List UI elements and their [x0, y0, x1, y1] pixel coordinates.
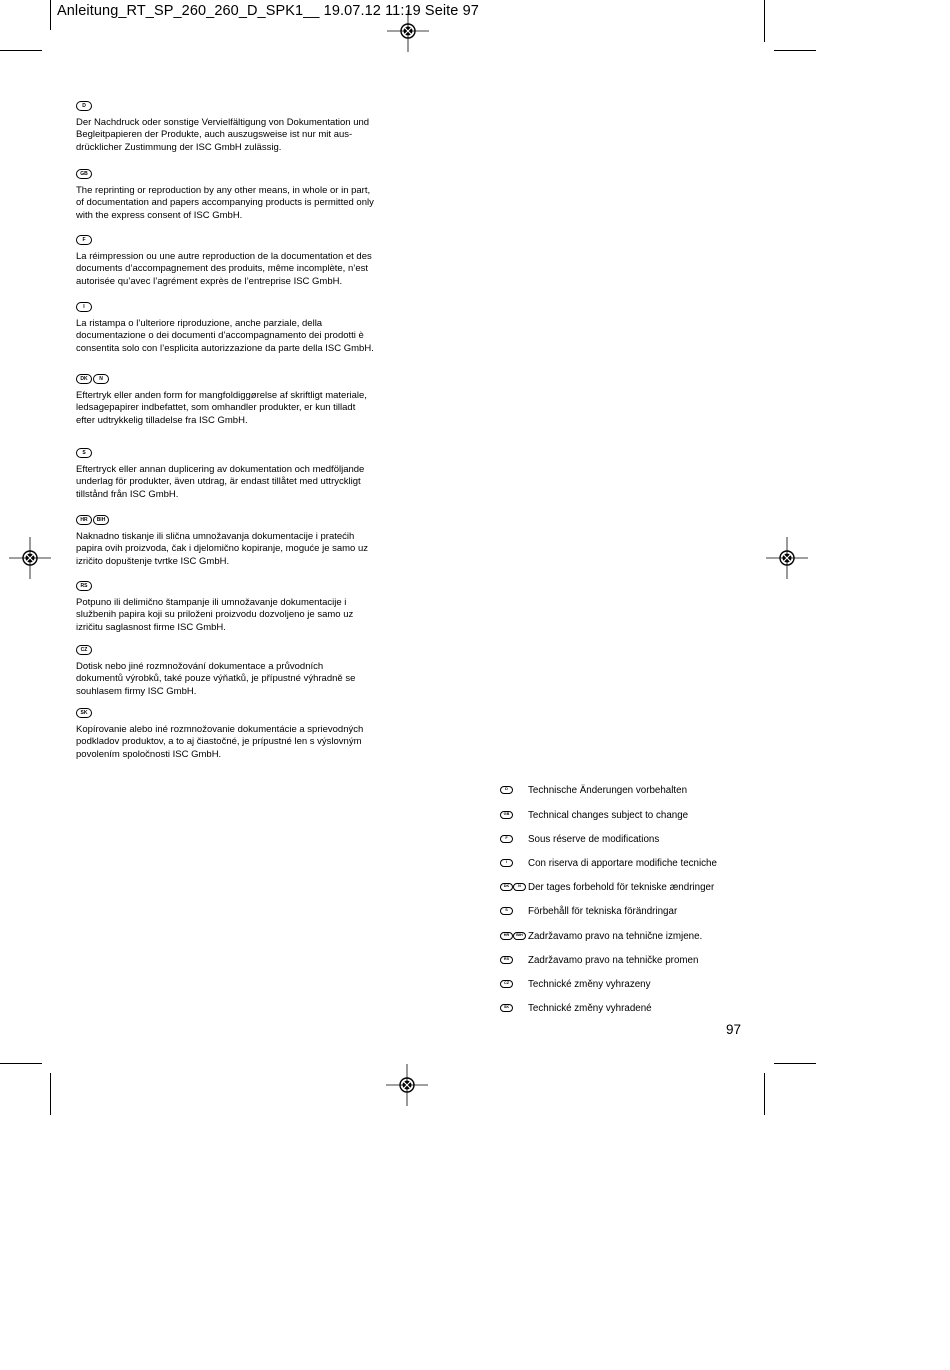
language-badges: [76, 708, 416, 718]
registration-mark-icon: [766, 537, 808, 579]
copyright-notice: [76, 515, 416, 568]
notice-text: The reprinting or reproduction by any other means, in whole or in part, of documentation and papers accompanying products is permitted only with the express consent of ISC GmbH.: [76, 185, 374, 221]
technical-change-text: Technické změny vyhradené: [528, 1002, 652, 1014]
slug-date: 19.07.12: [323, 3, 381, 19]
notice-text: Naknadno tiskanje ili slična umnožavanja dokumentacije i pratećih papira ovih proizvoda, čak i djelomično kopiranje, moguće je samo uz izričito dopuštenje tvrtke ISC GmbH.: [76, 531, 369, 567]
notice-text: Eftertryck eller annan duplicering av dokumentation och medföljande underlag för produkter, även utdrag, är endast tillåtet med uttryckligt tillstånd från ISC GmbH.: [76, 464, 365, 500]
language-badge: GB: [500, 811, 513, 819]
language-badge: CZ: [500, 980, 513, 988]
registration-mark-icon: [386, 1064, 428, 1106]
language-badge: I: [500, 859, 513, 867]
language-badge: DK: [76, 374, 92, 384]
language-badge: I: [76, 302, 92, 312]
crop-mark: [0, 50, 42, 51]
technical-change-row: [500, 856, 717, 870]
language-badges: [500, 786, 528, 794]
copyright-notice: [76, 374, 416, 427]
technical-change-row: [500, 929, 702, 943]
language-badge: F: [76, 235, 92, 245]
copyright-notice: [76, 645, 416, 698]
crop-mark: [764, 1073, 765, 1115]
language-badge: N: [513, 883, 526, 891]
notice-text: La réimpression ou une autre reproduction de la documentation et des documents d’accompagnement des produits, même incomplète, n’est autorisée qu’avec l’agrément exprès de l’entreprise ISC GmbH.: [76, 251, 372, 287]
technical-change-text: Technische Änderungen vorbehalten: [528, 784, 688, 796]
technical-change-text: Förbehåll för tekniska förändringar: [528, 905, 678, 917]
language-badges: [500, 835, 528, 843]
page-number: 97: [726, 1022, 742, 1037]
language-badges: [76, 448, 416, 458]
language-badge: SK: [500, 1004, 513, 1012]
copyright-notice: [76, 101, 416, 154]
notice-text: La ristampa o l’ulteriore riproduzione, anche parziale, della documentazione o dei documenti d’accompagnamento dei prodotti è consentita solo con l’esplicita autorizzazione da parte della ISC GmbH.: [76, 318, 374, 354]
language-badge: GB: [76, 169, 92, 179]
language-badges: [76, 235, 416, 245]
language-badges: [500, 811, 528, 819]
language-badge: SK: [76, 708, 92, 718]
slug-seite-label: Seite: [424, 3, 459, 19]
technical-change-text: Zadržavamo pravo na tehnične izmjene.: [528, 930, 703, 942]
copyright-notice: [76, 169, 416, 222]
language-badge: S: [500, 907, 513, 915]
language-badges: [76, 101, 416, 111]
language-badge: HR: [500, 932, 513, 940]
crop-mark: [0, 1063, 42, 1064]
copyright-notice: [76, 448, 416, 501]
crop-mark: [774, 1063, 816, 1064]
notice-text: Kopírovanie alebo iné rozmnožovanie dokumentácie a sprievodných podkladov produktov, a to aj čiastočné, je prípustné len s výslovným povolením spoločnosti ISC GmbH.: [76, 724, 364, 760]
technical-change-row: [500, 1001, 652, 1015]
notice-text: Potpuno ili delimično štampanje ili umnožavanje dokumentacije i službenih papira koji su priloženi proizvodu dozvoljeno je samo uz izričitu saglasnost firme ISC GmbH.: [76, 597, 354, 633]
notice-text: Der Nachdruck oder sonstige Vervielfältigung von Dokumentation und Begleitpapieren der Produkte, auch auszugsweise ist nur mit aus- drücklicher Zustimmung der ISC GmbH zulässig.: [76, 117, 370, 153]
language-badges: [76, 169, 416, 179]
language-badge: BIH: [93, 515, 109, 525]
language-badges: [500, 883, 528, 891]
slug-time: 11:19: [385, 3, 421, 19]
copyright-notice: [76, 302, 416, 355]
registration-mark-icon: [9, 537, 51, 579]
slug-filename: Anleitung_RT_SP_260_260_D_SPK1__: [57, 3, 320, 19]
notice-text: Dotisk nebo jiné rozmnožování dokumentace a průvodních dokumentů výrobků, také pouze výňatků, je přípustné výhradně se souhlasem firmy ISC GmbH.: [76, 661, 356, 697]
language-badge: RS: [500, 956, 513, 964]
language-badges: [76, 581, 416, 591]
technical-change-text: Technical changes subject to change: [528, 809, 689, 821]
language-badge: DK: [500, 883, 513, 891]
notice-text: Eftertryk eller anden form for mangfoldiggørelse af skriftligt materiale, ledsagepapirer indbefattet, som omhandler produkter, er kun tilladt efter udtrykkelig tilladelse fra ISC GmbH.: [76, 390, 367, 426]
technical-change-row: [500, 783, 687, 797]
technical-change-text: Der tages forbehold för tekniske ændringer: [528, 881, 715, 893]
technical-change-row: [500, 808, 688, 822]
technical-change-text: Technické změny vyhrazeny: [528, 978, 651, 990]
language-badges: [500, 932, 528, 940]
crop-mark: [764, 0, 765, 42]
language-badges: [500, 859, 528, 867]
language-badges: [76, 374, 416, 384]
registration-mark-icon: [387, 10, 429, 52]
language-badge: CZ: [76, 645, 92, 655]
technical-change-text: Zadržavamo pravo na tehničke promen: [528, 954, 699, 966]
technical-change-row: [500, 904, 677, 918]
language-badge: S: [76, 448, 92, 458]
language-badge: HR: [76, 515, 92, 525]
slug-seite-number: 97: [462, 3, 479, 19]
language-badges: [76, 302, 416, 312]
language-badge: RS: [76, 581, 92, 591]
language-badge: N: [93, 374, 109, 384]
language-badge: BIH: [513, 932, 526, 940]
crop-mark: [50, 1073, 51, 1115]
language-badge: D: [500, 786, 513, 794]
technical-change-text: Sous réserve de modifications: [528, 833, 660, 845]
language-badge: F: [500, 835, 513, 843]
language-badges: [76, 515, 416, 525]
language-badges: [500, 980, 528, 988]
crop-mark: [774, 50, 816, 51]
language-badges: [500, 907, 528, 915]
language-badges: [500, 1004, 528, 1012]
technical-change-row: [500, 832, 659, 846]
technical-change-text: Con riserva di apportare modifiche tecniche: [528, 857, 717, 869]
copyright-notice: [76, 708, 416, 761]
technical-change-row: [500, 977, 651, 991]
technical-change-row: [500, 880, 714, 894]
copyright-notice: [76, 581, 416, 634]
crop-mark: [50, 0, 51, 30]
language-badge: D: [76, 101, 92, 111]
technical-change-row: [500, 953, 698, 967]
copyright-notice: [76, 235, 416, 288]
language-badges: [500, 956, 528, 964]
language-badges: [76, 645, 416, 655]
